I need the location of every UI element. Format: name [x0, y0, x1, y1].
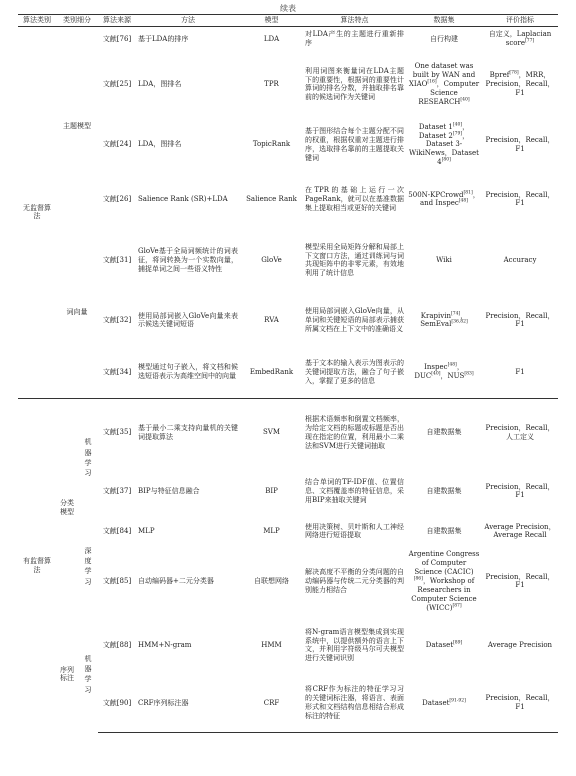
header-feature: 算法特点: [303, 15, 406, 27]
row-feature: 使用决策树、贝叶斯和人工神经网络进行短语提取: [305, 522, 404, 540]
header-metric: 评价指标: [482, 15, 558, 27]
row-feature: 在TPR的基础上运行一次PageRank，就可以在基准数据集上提取相当或更好的关键词: [305, 186, 404, 212]
row-model: BIP: [265, 486, 278, 495]
header-model: 模型: [240, 15, 303, 27]
row-source: 文献[32]: [102, 315, 132, 324]
row-model: MLP: [263, 526, 280, 535]
row-dataset: Inspec[48]，DUC[40]，NUS[83]: [414, 362, 474, 381]
header-subcategory: 类别细分: [56, 15, 98, 27]
row-model: HMM: [261, 640, 282, 649]
row-source: 文献[34]: [102, 367, 132, 376]
row-model: TPR: [264, 79, 279, 88]
row-dataset: Dataset[89]: [425, 640, 463, 649]
row-feature: 基于文本的输入表示为图表示的关键词提取方法，融合了句子嵌入，掌握了更多的信息: [305, 358, 404, 385]
row-method: BIP与特征信息融合: [138, 486, 200, 495]
row-metric: Precision，Recall，F1: [482, 674, 558, 732]
header-method: 方法: [136, 15, 240, 27]
row-metric: Average Precision，Average Recall: [484, 522, 556, 540]
table-row: [18, 616, 558, 674]
table-row: [18, 294, 558, 346]
row-metric: 自定义，Laplacian score[77]: [488, 30, 552, 48]
table-row: [18, 51, 558, 117]
row-method: 使用局部词嵌入GloVe向量来表示候选关键词短语: [138, 311, 238, 329]
row-method: CRF序列标注器: [136, 674, 240, 732]
group-sequence-labeling: 序列标注: [60, 665, 74, 683]
table-row: [18, 346, 558, 398]
row-method: MLP: [138, 526, 155, 535]
row-metric: Bpref[78]，MRR，Precision，Recall，F1: [485, 70, 555, 97]
row-model: GloVe: [261, 255, 282, 264]
row-source: 文献[25]: [102, 79, 132, 88]
group-machine-learning-2: 机器学习: [84, 655, 92, 694]
table-caption: 续表: [280, 4, 296, 13]
row-feature: 使用局部词嵌入GloVe向量，从单词和关键短语的局部表示捕获所属文档在上下文中的准确语义: [305, 307, 404, 333]
row-metric: Precision，Recall，F1: [485, 136, 555, 153]
row-method: LDA，图排名: [138, 140, 182, 149]
row-dataset: Krapivin[74]，SemEval[36,82]: [420, 311, 468, 329]
row-source: 文献[26]: [102, 194, 132, 203]
row-source: 文献[31]: [102, 255, 132, 264]
row-dataset: 自建数据集: [406, 398, 482, 466]
row-feature: 利用词图来衡量词在LDA主题下的重要性，根据词的重要性计算词的排名分数，并抽取排名靠前的候选词作为关键词: [305, 66, 404, 102]
row-model: EmbedRank: [249, 367, 294, 376]
row-source: 文献[37]: [102, 486, 132, 495]
row-model: CRF: [240, 674, 303, 732]
row-method: GloVe基于全局词频统计的词表征，将词转换为一个实数向量，捕捉单词之间一些语义特性: [138, 247, 238, 273]
row-source: 文献[76]: [102, 34, 132, 43]
row-method: 基于最小二乘支持向量机的关键词提取算法: [136, 398, 240, 466]
group-supervised: 有监督算法: [18, 398, 56, 732]
group-machine-learning: 机器学习: [78, 398, 98, 516]
row-method: 自动编码器+二元分类器: [138, 576, 214, 585]
row-feature: 将N-gram语言模型集成到实现系统中，以提供额外的语言上下文，并利用字符级马尔可夫模型进行关键词识别: [305, 627, 404, 663]
row-method: 模型通过句子嵌入，将文档和候选短语表示为高维空间中的向量: [138, 363, 238, 381]
row-model: SVM: [240, 398, 303, 466]
table-row: [18, 546, 558, 616]
group-classification: 分类模型: [56, 398, 78, 616]
algorithm-table: [18, 14, 558, 733]
row-source: 文献[84]: [102, 526, 132, 535]
row-feature: 将CRF作为标注的特征学习习的关键词标注器，将语言、表面形式和文档结构信息相结合形成标注的特征: [303, 674, 406, 732]
row-source: 文献[24]: [102, 140, 132, 149]
row-source: 文献[85]: [102, 576, 132, 585]
row-model: 自联想网络: [254, 576, 289, 585]
row-model: LDA: [263, 34, 280, 43]
table-row: [18, 516, 558, 546]
row-source: 文献[35]: [98, 398, 136, 466]
group-deep-learning: 深度学习: [84, 547, 92, 586]
row-metric: Precision，Recall，F1: [485, 311, 555, 329]
header-category: 算法类别: [18, 15, 56, 27]
table-row: [18, 466, 558, 516]
row-method: HMM+N-gram: [138, 640, 192, 649]
row-metric: F1: [515, 367, 525, 376]
row-metric: Precision，Recall，人工定义: [482, 398, 558, 466]
group-unsupervised: 无监督算法: [23, 203, 51, 221]
group-word-vector: 词向量: [66, 307, 88, 316]
row-method: 基于LDA的排序: [138, 34, 189, 43]
row-dataset: Dataset[91-92]: [406, 674, 482, 732]
row-model: RVA: [264, 315, 279, 324]
row-dataset: 自建数据集: [426, 526, 462, 535]
table-row: [18, 226, 558, 294]
group-topic-model: 主题模型: [63, 122, 91, 131]
table-row: [18, 117, 558, 172]
row-source: 文献[90]: [98, 674, 136, 732]
row-method: LDA，图排名: [138, 79, 182, 88]
row-dataset: 自建数据集: [426, 486, 462, 495]
row-metric: Accuracy: [503, 255, 537, 264]
row-source: 文献[88]: [102, 640, 132, 649]
row-model: TopicRank: [252, 140, 291, 149]
row-feature: 模型采用全局矩阵分解和局部上下文窗口方法，通过训练词与词共现矩阵中的非零元素，有效地利用了统计信息: [305, 242, 404, 278]
row-method: Salience Rank (SR)+LDA: [138, 194, 228, 203]
row-metric: Precision，Recall，F1: [485, 482, 555, 500]
row-metric: Precision，Recall，F1: [485, 572, 555, 590]
row-feature: 对LDA产生的主题进行重新排序: [305, 30, 404, 48]
row-feature: 基于图形结合每个主题分配不同的权重，根据权重对主题进行排序，选取排名靠前的主题提取关键词: [305, 127, 404, 162]
row-feature: 根据术语频率和倒置文档频率，为给定文档的标题或标题是否出现在指定的位置，利用最小二乘法和SVM进行关键词抽取: [303, 398, 406, 466]
row-feature: 结合单词的TF-IDF值、位置信息、文档覆盖率的特征信息，采用BIP来抽取关键词: [305, 478, 404, 504]
row-metric: Precision，Recall，F1: [485, 190, 555, 208]
table-row: [18, 172, 558, 226]
header-dataset: 数据集: [406, 15, 482, 27]
header-row: [18, 15, 558, 27]
row-metric: Average Precision: [487, 640, 553, 649]
row-dataset: 自行构建: [430, 34, 458, 43]
row-dataset: Argentine Congress of Computer Science (CACIC)[86]，Workshop of Researchers in Computer Science (WICC)[87]: [408, 550, 480, 612]
row-feature: 解决高度不平衡的分类问题的自动编码器与传统二元分类器的判别能力相结合: [305, 568, 404, 594]
row-dataset: One dataset was built by WAN and XIAO[16]，Computer Science RESEARCH[40]: [408, 62, 480, 106]
header-source: 算法来源: [98, 15, 136, 27]
row-dataset: Wiki: [436, 255, 452, 264]
table-row: [18, 398, 558, 466]
row-dataset: 500N-KPCrowd[81]，and Inspec[48]: [408, 190, 480, 208]
table-row: [18, 26, 558, 51]
row-dataset: Dataset 1[40]，Dataset 2[79]，Dataset 3- WikiNews，Dataset 4[80]: [409, 122, 479, 167]
table-row: [18, 674, 558, 732]
row-model: Salience Rank: [246, 194, 297, 203]
